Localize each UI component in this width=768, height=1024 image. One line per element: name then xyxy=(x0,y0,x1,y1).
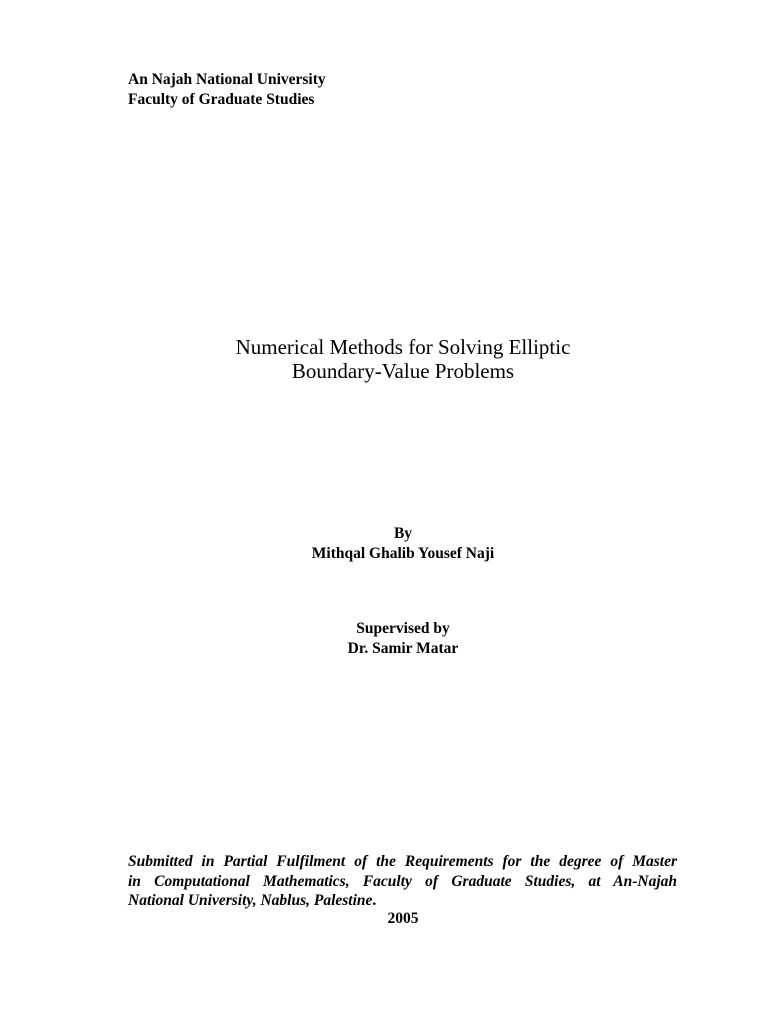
by-label: By xyxy=(393,525,413,542)
university-name: An Najah National University xyxy=(128,71,326,88)
institution-header xyxy=(128,70,326,110)
supervisor-name: Dr. Samir Matar xyxy=(347,640,459,657)
submission-year: 2005 xyxy=(387,910,419,927)
submission-statement xyxy=(128,852,677,911)
thesis-title-line-1: Numerical Methods for Solving Elliptic xyxy=(235,335,571,359)
author-block xyxy=(0,524,768,564)
faculty-name: Faculty of Graduate Studies xyxy=(128,91,315,108)
thesis-title xyxy=(0,335,768,383)
submission-line-3-text: National University, Nablus, Palestine xyxy=(128,892,373,909)
submission-line-3 xyxy=(128,891,677,911)
author-name: Mithqal Ghalib Yousef Naji xyxy=(311,545,495,562)
supervised-by-label: Supervised by xyxy=(356,620,450,637)
thesis-title-line-2: Boundary-Value Problems xyxy=(291,359,515,383)
supervisor-block xyxy=(0,619,768,659)
submission-line-2: in Computational Mathematics, Faculty of Graduate Studies, at An-Najah xyxy=(128,872,677,890)
submission-line-1: Submitted in Partial Fulfilment of the Requirements for the degree of Master xyxy=(128,853,677,870)
submission-line-3-period: . xyxy=(372,892,377,909)
